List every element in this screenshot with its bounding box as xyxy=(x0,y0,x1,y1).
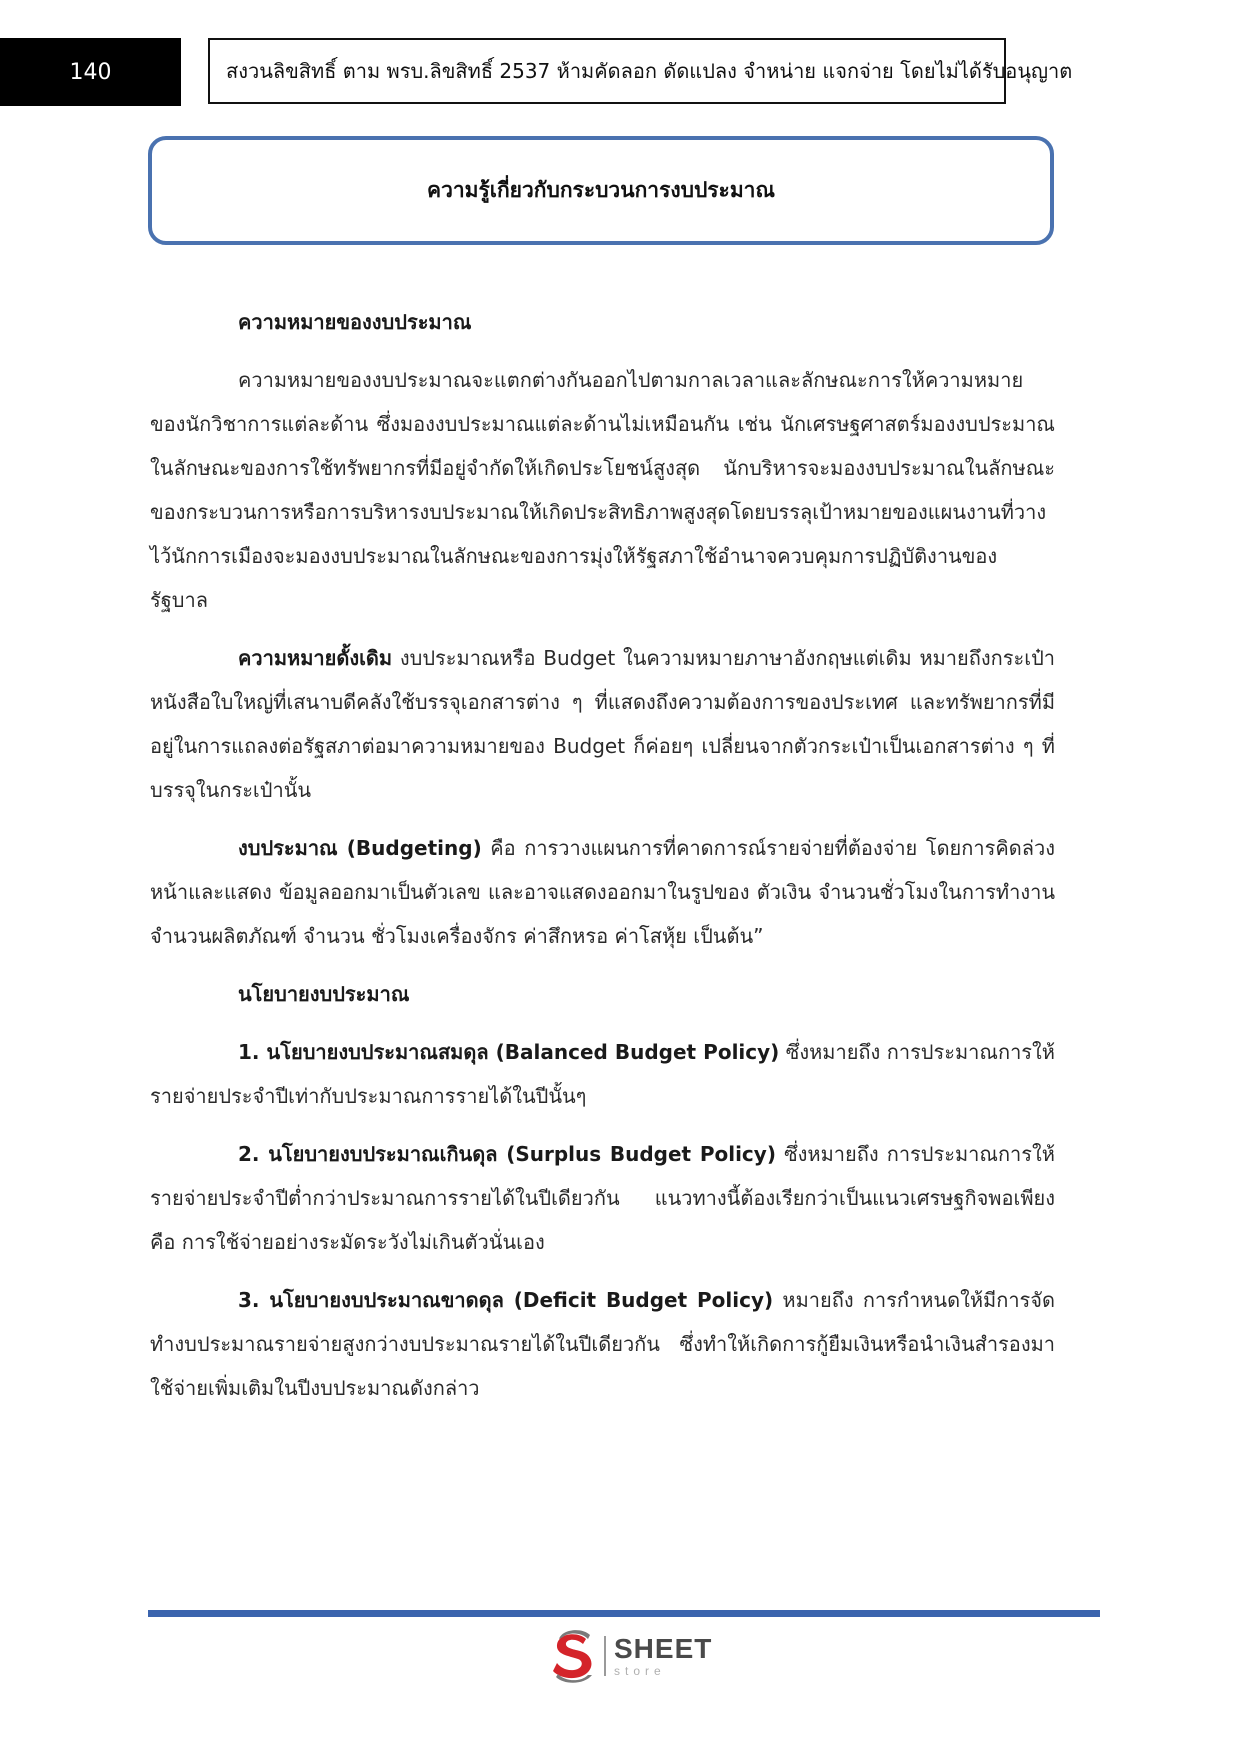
page-title: ความรู้เกี่ยวกับกระบวนการงบประมาณ xyxy=(427,178,775,202)
sheet-store-logo xyxy=(548,1626,712,1686)
logo-text: SHEET xyxy=(614,1633,713,1664)
section-heading-budget-meaning: ความหมายของงบประมาณ xyxy=(238,310,472,334)
policy-term: 1. นโยบายงบประมาณสมดุล (Balanced Budget Policy) xyxy=(238,1040,780,1064)
document-body xyxy=(150,300,1055,1424)
page-title-box xyxy=(148,136,1054,245)
policy-definition: หมายถึง การกำหนดให้มีการจัดทำงบประมาณรายจ่ายสูงกว่างบประมาณรายได้ในปีเดียวกัน ซึ่งทำให้เกิดการกู้ยืมเงินหรือนำเงินสำรองมาใช้จ่ายเพิ่มเติมในปีงบประมาณดังกล่าว xyxy=(150,1288,1056,1400)
policy-term: 3. นโยบายงบประมาณขาดดุล (Deficit Budget Policy) xyxy=(238,1288,774,1312)
logo-divider xyxy=(604,1636,606,1676)
term-original-meaning: ความหมายดั้งเดิม xyxy=(238,646,393,670)
policy-term: 2. นโยบายงบประมาณเกินดุล (Surplus Budget Policy) xyxy=(238,1142,776,1166)
policy-item-deficit xyxy=(150,1278,1055,1410)
page-number-block xyxy=(0,38,181,106)
paragraph-budget-meaning: ความหมายของงบประมาณจะแตกต่างกันออกไปตามกาลเวลาและลักษณะการให้ความหมายของนักวิชาการแต่ละด้าน ซึ่งมองงบประมาณแต่ละด้านไม่เหมือนกัน เช่น นักเศรษฐศาสตร์มองงบประมาณในลักษณะของการใช้ทรัพยากรที่มีอยู่จำกัดให้เกิดประโยชน์สูงสุด นักบริหารจะมองงบประมาณในลักษณะของกระบวนการหรือการบริหารงบประมาณให้เกิดประสิทธิภาพสูงสุดโดยบรรลุเป้าหมายของแผนงานที่วางไว้นักการเมืองจะมองงบประมาณในลักษณะของการมุ่งให้รัฐสภาใช้อำนาจควบคุมการปฏิบัติงานของรัฐบาล xyxy=(150,368,1055,612)
definition-original-meaning: งบประมาณหรือ Budget ในความหมายภาษาอังกฤษแต่เดิม หมายถึงกระเป๋าหนังสือใบใหญ่ที่เสนาบดีคลังใช้บรรจุเอกสารต่าง ๆ ที่แสดงถึงความต้องการของประเทศ และทรัพยากรที่มีอยู่ในการแถลงต่อรัฐสภาต่อมาความหมายของ Budget ก็ค่อยๆ เปลี่ยนจากตัวกระเป๋าเป็นเอกสารต่าง ๆ ที่บรรจุในกระเป๋านั้น xyxy=(150,646,1055,802)
sheet-s-icon xyxy=(548,1629,598,1683)
policy-item-balanced xyxy=(150,1030,1055,1118)
copyright-text: สงวนลิขสิทธิ์ ตาม พรบ.ลิขสิทธิ์ 2537 ห้ามคัดลอก ดัดแปลง จำหน่าย แจกจ่าย โดยไม่ได้รับอนุญาต xyxy=(226,59,1073,83)
policy-definition: ซึ่งหมายถึง การประมาณการให้รายจ่ายประจำปีเท่ากับประมาณการรายได้ในปีนั้นๆ xyxy=(150,1040,1055,1108)
policy-definition: ซึ่งหมายถึง การประมาณการให้รายจ่ายประจำปีต่ำกว่าประมาณการรายได้ในปีเดียวกัน แนวทางนี้ต้องเรียกว่าเป็นแนวเศรษฐกิจพอเพียง คือ การใช้จ่ายอย่างระมัดระวังไม่เกินตัวนั่นเอง xyxy=(150,1142,1055,1254)
paragraph-original-meaning xyxy=(150,636,1055,812)
copyright-notice xyxy=(208,38,1073,104)
footer-divider xyxy=(148,1610,1100,1617)
logo-subtext: store xyxy=(614,1664,666,1678)
page-number: 140 xyxy=(69,59,112,85)
policy-item-surplus xyxy=(150,1132,1055,1264)
section-heading-budget-policy: นโยบายงบประมาณ xyxy=(238,982,410,1006)
term-budgeting: งบประมาณ (Budgeting) xyxy=(238,836,482,860)
definition-budgeting: คือ การวางแผนการที่คาดการณ์รายจ่ายที่ต้องจ่าย โดยการคิดล่วงหน้าและแสดง ข้อมูลออกมาเป็นตัวเลข และอาจแสดงออกมาในรูปของ ตัวเงิน จำนวนชั่วโมงในการทำงาน จำนวนผลิตภัณฑ์ จำนวน ชั่วโมงเครื่องจักร ค่าสึกหรอ ค่าโสหุ้ย เป็นต้น” xyxy=(150,836,1055,948)
paragraph-budgeting xyxy=(150,826,1055,958)
